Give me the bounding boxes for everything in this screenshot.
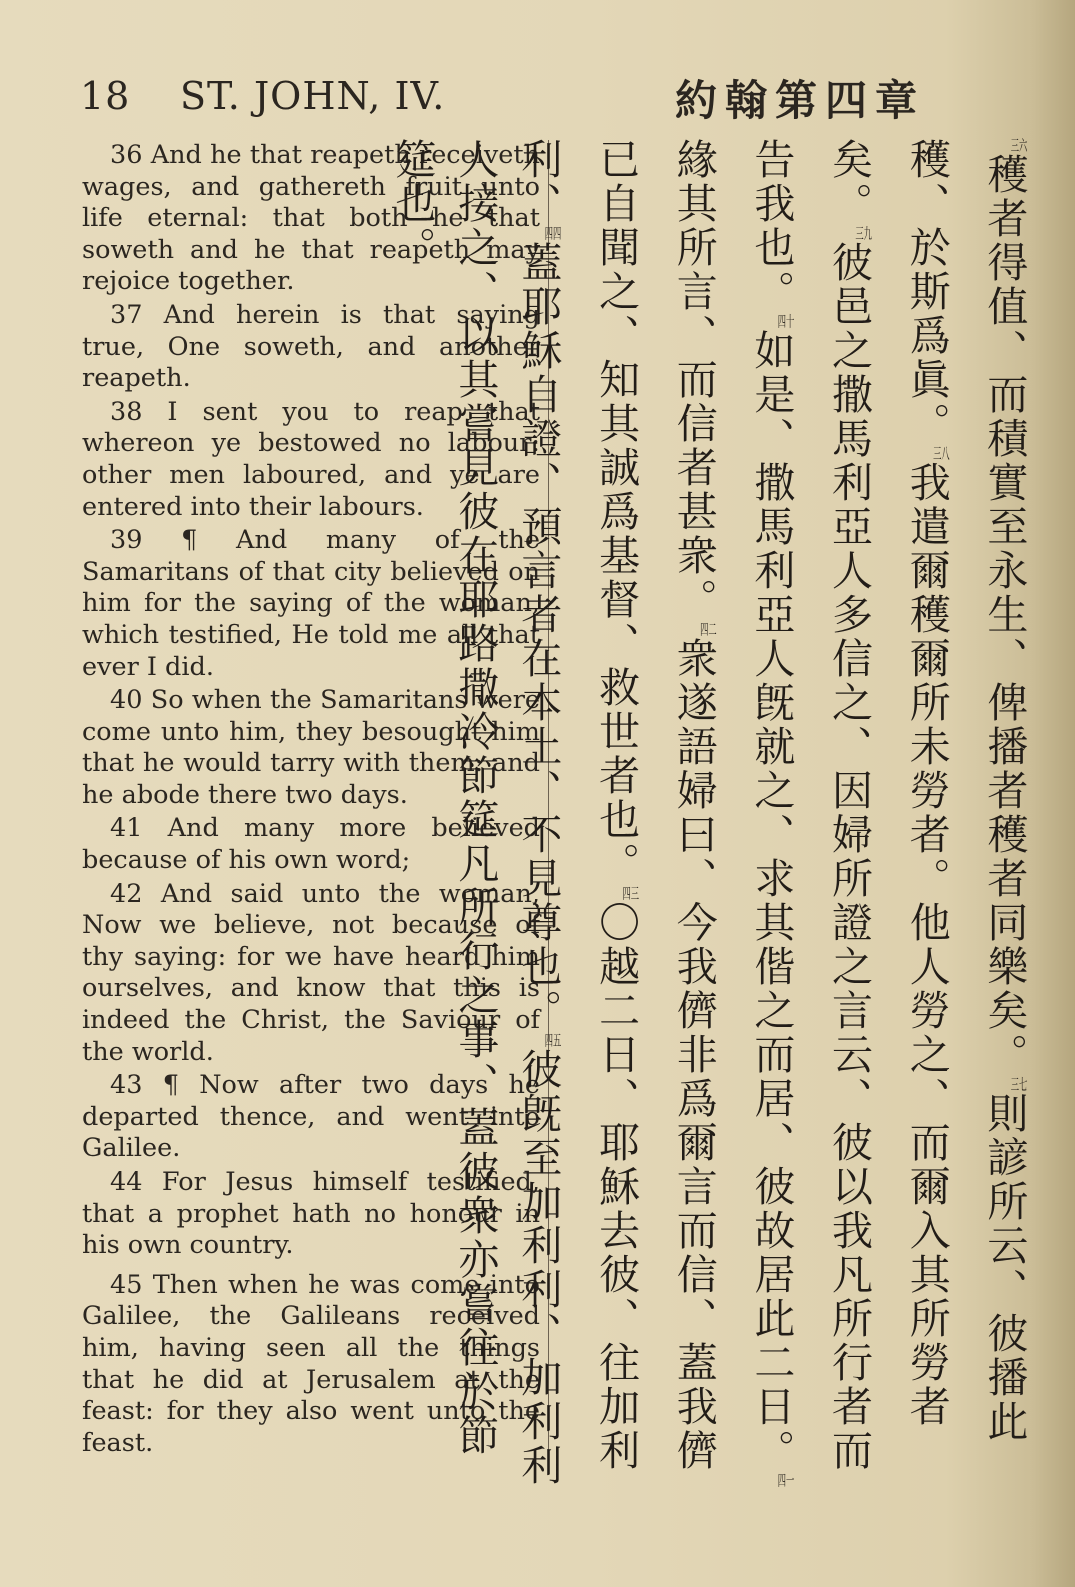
cn-verse-number-39: 三九 xyxy=(855,226,872,241)
cn-verse-number-41: 四一 xyxy=(777,1473,795,1488)
cn-verse-number-36: 三六 xyxy=(1010,138,1028,153)
verse-39: 39 ¶ And many of the Samaritans of that city believed on him for the saying of the woman, which testified, He told me all that ever I did. xyxy=(82,525,540,682)
cn-verse-number-44: 四四 xyxy=(544,226,562,241)
verse-38: 38 I sent you to reap that whereon ye bestowed no labour: other men laboured, and ye are entered into their labours. xyxy=(82,396,540,522)
chinese-title: 約翰第四章 xyxy=(674,76,925,125)
cn-verse-43: 〇越二日、耶穌去彼、往加利利、 xyxy=(514,138,641,1473)
page-number: 18 xyxy=(80,74,131,118)
cn-verse-number-42: 四二 xyxy=(700,622,717,637)
cn-verse-number-40: 四十 xyxy=(777,314,795,329)
cn-verse-number-38: 三八 xyxy=(933,446,950,461)
cn-verse-42: 衆遂語婦曰、今我儕非爲爾言而信、蓋我儕已自聞之、知其誠爲基督、救世者也。 xyxy=(592,138,718,1473)
cn-verse-39: 彼邑之撒馬利亞人多信之、因婦所證之言云、彼以我凡所行者而告我也。 xyxy=(747,138,874,1473)
verse-45: 45 Then when he was come into Galilee, the Galileans received him, having seen all the things that he did at Jerusalem at the feast: for they also went unto the feast. xyxy=(82,1269,540,1458)
verse-36: 36 And he that reapeth receiveth wages, and gathereth fruit unto life eternal: that both he that soweth and he that reapeth may rejoice together. xyxy=(82,140,540,297)
chinese-column xyxy=(388,138,1050,1488)
cn-verse-41: 緣其所言、而信者甚衆。 xyxy=(669,138,718,622)
running-title: ST. JOHN, IV. xyxy=(180,74,446,118)
cn-verse-40: 如是、撒馬利亞人旣就之、求其偕之而居、彼故居此二日。 xyxy=(747,329,796,1473)
verse-43: 43 ¶ Now after two days he departed thence, and went into Galilee. xyxy=(82,1070,540,1164)
verse-44: 44 For Jesus himself testified, that a prophet hath no honour in his own country. xyxy=(82,1167,540,1261)
cn-verse-37: 則諺所云、彼播此穫、於斯爲眞。 xyxy=(902,138,1029,1444)
verse-37: 37 And herein is that saying true, One soweth, and another reapeth. xyxy=(82,299,540,394)
cn-verse-number-45: 四五 xyxy=(544,1033,562,1048)
verse-41: 41 And many more believed because of his own word; xyxy=(82,813,540,876)
chinese-passage xyxy=(380,138,1050,1488)
cn-verse-44: 蓋耶穌自證、預言者在本土、不見尊也。 xyxy=(514,241,563,1033)
cn-verse-number-37: 三七 xyxy=(1010,1077,1028,1092)
cn-verse-36: 穫者得值、而積實至永生、俾播者穫者同樂矣。 xyxy=(980,153,1029,1077)
cn-verse-number-43: 四三 xyxy=(622,886,639,901)
cn-verse-45: 彼旣至加利利、加利利人接之、以其嘗見彼在耶路撒冷節筵凡所行之事、蓋彼衆亦嘗往於節筵也。 xyxy=(388,138,563,1488)
cn-verse-38: 我遣爾穫爾所未勞者。他人勞之、而爾入其所勞者矣。 xyxy=(825,138,951,1429)
verse-40: 40 So when the Samaritans were come unto him, they besought him that he would tarry with them: and he abode there two days. xyxy=(82,685,540,810)
verse-42: 42 And said unto the woman, Now we believe, not because of thy saying: for we have heard him ourselves, and know that this is indeed the Christ, the Saviour of the world. xyxy=(82,878,540,1067)
